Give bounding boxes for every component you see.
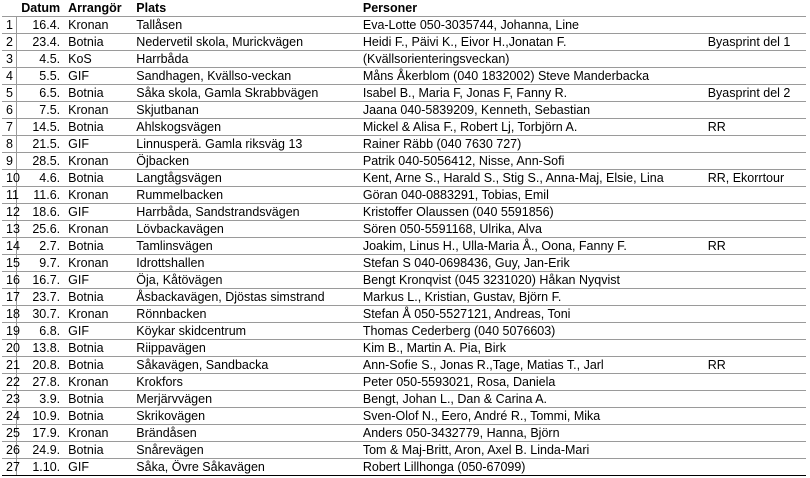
cell-personer: Robert Lillhonga (050-67099) — [361, 459, 706, 476]
row-number: 27 — [2, 459, 16, 476]
cell-arrangor: Botnia — [66, 289, 134, 306]
cell-arrangor: Kronan — [66, 153, 134, 170]
cell-plats: Brändåsen — [134, 425, 361, 442]
cell-note — [706, 391, 806, 408]
cell-datum: 28.5. — [16, 153, 66, 170]
row-number: 13 — [2, 221, 16, 238]
cell-plats: Harrbåda, Sandstrandsvägen — [134, 204, 361, 221]
row-number: 3 — [2, 51, 16, 68]
cell-datum: 16.7. — [16, 272, 66, 289]
cell-arrangor: Botnia — [66, 34, 134, 51]
cell-plats: Tamlinsvägen — [134, 238, 361, 255]
cell-arrangor: Botnia — [66, 442, 134, 459]
cell-note — [706, 68, 806, 85]
cell-plats: Rönnbacken — [134, 306, 361, 323]
cell-personer: Eva-Lotte 050-3035744, Johanna, Line — [361, 17, 706, 34]
row-number: 16 — [2, 272, 16, 289]
cell-personer: Kent, Arne S., Harald S., Stig S., Anna-Maj, Elsie, Lina — [361, 170, 706, 187]
row-number: 9 — [2, 153, 16, 170]
header-plats: Plats — [134, 0, 361, 17]
cell-note: RR — [706, 357, 806, 374]
table-row — [2, 391, 806, 408]
row-number: 7 — [2, 119, 16, 136]
table-row — [2, 102, 806, 119]
cell-plats: Idrottshallen — [134, 255, 361, 272]
cell-plats: Merjärvvägen — [134, 391, 361, 408]
cell-plats: Såka, Övre Såkavägen — [134, 459, 361, 476]
cell-plats: Rummelbacken — [134, 187, 361, 204]
row-number: 2 — [2, 34, 16, 51]
cell-note — [706, 204, 806, 221]
cell-plats: Öja, Kåtövägen — [134, 272, 361, 289]
row-number: 15 — [2, 255, 16, 272]
table-row — [2, 272, 806, 289]
cell-arrangor: GIF — [66, 459, 134, 476]
cell-arrangor: Kronan — [66, 425, 134, 442]
schedule-sheet — [2, 0, 806, 476]
table-row — [2, 170, 806, 187]
cell-arrangor: Botnia — [66, 85, 134, 102]
header-nr — [2, 0, 16, 17]
row-number: 24 — [2, 408, 16, 425]
cell-personer: Sören 050-5591168, Ulrika, Alva — [361, 221, 706, 238]
cell-personer: Sven-Olof N., Eero, André R., Tommi, Mika — [361, 408, 706, 425]
row-number: 1 — [2, 17, 16, 34]
row-number: 11 — [2, 187, 16, 204]
cell-note — [706, 306, 806, 323]
cell-personer: Rainer Räbb (040 7630 727) — [361, 136, 706, 153]
row-number: 12 — [2, 204, 16, 221]
table-row — [2, 187, 806, 204]
table-row — [2, 51, 806, 68]
table-row — [2, 85, 806, 102]
cell-plats: Langtågsvägen — [134, 170, 361, 187]
table-row — [2, 425, 806, 442]
cell-arrangor: GIF — [66, 68, 134, 85]
cell-arrangor: Kronan — [66, 17, 134, 34]
row-number: 17 — [2, 289, 16, 306]
cell-note — [706, 136, 806, 153]
table-row — [2, 221, 806, 238]
table-row — [2, 408, 806, 425]
cell-datum: 6.8. — [16, 323, 66, 340]
cell-personer: Kim B., Martin A. Pia, Birk — [361, 340, 706, 357]
table-row — [2, 459, 806, 476]
row-number: 6 — [2, 102, 16, 119]
cell-personer: Markus L., Kristian, Gustav, Björn F. — [361, 289, 706, 306]
cell-personer: Bengt, Johan L., Dan & Carina A. — [361, 391, 706, 408]
cell-plats: Öjbacken — [134, 153, 361, 170]
cell-note: RR — [706, 238, 806, 255]
cell-arrangor: GIF — [66, 204, 134, 221]
cell-arrangor: Kronan — [66, 102, 134, 119]
cell-personer: Stefan Å 050-5527121, Andreas, Toni — [361, 306, 706, 323]
cell-datum: 30.7. — [16, 306, 66, 323]
cell-note: RR, Ekorrtour — [706, 170, 806, 187]
row-number: 8 — [2, 136, 16, 153]
table-row — [2, 17, 806, 34]
cell-datum: 14.5. — [16, 119, 66, 136]
table-row — [2, 374, 806, 391]
header-row — [2, 0, 806, 17]
cell-datum: 23.4. — [16, 34, 66, 51]
cell-note — [706, 442, 806, 459]
schedule-table — [2, 0, 806, 476]
header-datum: Datum — [16, 0, 66, 17]
cell-note — [706, 425, 806, 442]
cell-plats: Köykar skidcentrum — [134, 323, 361, 340]
cell-note — [706, 323, 806, 340]
row-number: 10 — [2, 170, 16, 187]
cell-personer: (Kvällsorienteringsveckan) — [361, 51, 706, 68]
cell-plats: Krokfors — [134, 374, 361, 391]
cell-datum: 4.6. — [16, 170, 66, 187]
table-row — [2, 68, 806, 85]
cell-note — [706, 51, 806, 68]
cell-datum: 5.5. — [16, 68, 66, 85]
cell-datum: 25.6. — [16, 221, 66, 238]
cell-personer: Ann-Sofie S., Jonas R.,Tage, Matias T., Jarl — [361, 357, 706, 374]
header-personer: Personer — [361, 0, 706, 17]
table-row — [2, 34, 806, 51]
cell-plats: Lövbackavägen — [134, 221, 361, 238]
row-number: 22 — [2, 374, 16, 391]
cell-arrangor: KoS — [66, 51, 134, 68]
cell-plats: Såka skola, Gamla Skrabbvägen — [134, 85, 361, 102]
cell-personer: Bengt Kronqvist (045 3231020) Håkan Nyqvist — [361, 272, 706, 289]
row-number: 26 — [2, 442, 16, 459]
table-row — [2, 340, 806, 357]
cell-plats: Sandhagen, Kvällso-veckan — [134, 68, 361, 85]
cell-datum: 20.8. — [16, 357, 66, 374]
cell-personer: Joakim, Linus H., Ulla-Maria Å., Oona, Fanny F. — [361, 238, 706, 255]
cell-personer: Anders 050-3432779, Hanna, Björn — [361, 425, 706, 442]
cell-arrangor: Botnia — [66, 170, 134, 187]
cell-datum: 21.5. — [16, 136, 66, 153]
table-row — [2, 238, 806, 255]
cell-arrangor: Kronan — [66, 374, 134, 391]
cell-datum: 2.7. — [16, 238, 66, 255]
table-row — [2, 442, 806, 459]
cell-personer: Stefan S 040-0698436, Guy, Jan-Erik — [361, 255, 706, 272]
header-arrangor: Arrangör — [66, 0, 134, 17]
cell-personer: Kristoffer Olaussen (040 5591856) — [361, 204, 706, 221]
cell-datum: 6.5. — [16, 85, 66, 102]
cell-arrangor: Botnia — [66, 340, 134, 357]
cell-arrangor: Kronan — [66, 255, 134, 272]
cell-personer: Jaana 040-5839209, Kenneth, Sebastian — [361, 102, 706, 119]
row-number: 5 — [2, 85, 16, 102]
cell-plats: Skjutbanan — [134, 102, 361, 119]
cell-datum: 27.8. — [16, 374, 66, 391]
cell-note — [706, 289, 806, 306]
table-row — [2, 204, 806, 221]
row-number: 21 — [2, 357, 16, 374]
cell-arrangor: Botnia — [66, 238, 134, 255]
cell-plats: Åsbackavägen, Djöstas simstrand — [134, 289, 361, 306]
cell-datum: 7.5. — [16, 102, 66, 119]
cell-datum: 11.6. — [16, 187, 66, 204]
cell-plats: Riippavägen — [134, 340, 361, 357]
cell-arrangor: Kronan — [66, 306, 134, 323]
cell-personer: Mickel & Alisa F., Robert Lj, Torbjörn A. — [361, 119, 706, 136]
row-number: 25 — [2, 425, 16, 442]
cell-plats: Linnusperä. Gamla riksväg 13 — [134, 136, 361, 153]
cell-note — [706, 340, 806, 357]
cell-arrangor: GIF — [66, 272, 134, 289]
cell-plats: Nedervetil skola, Murickvägen — [134, 34, 361, 51]
cell-arrangor: Botnia — [66, 408, 134, 425]
cell-personer: Tom & Maj-Britt, Aron, Axel B. Linda-Mari — [361, 442, 706, 459]
cell-note — [706, 459, 806, 476]
cell-personer: Måns Åkerblom (040 1832002) Steve Manderbacka — [361, 68, 706, 85]
cell-note — [706, 102, 806, 119]
table-row — [2, 255, 806, 272]
cell-arrangor: Kronan — [66, 221, 134, 238]
cell-plats: Harrbåda — [134, 51, 361, 68]
row-number: 20 — [2, 340, 16, 357]
table-row — [2, 119, 806, 136]
cell-datum: 13.8. — [16, 340, 66, 357]
cell-note — [706, 153, 806, 170]
cell-personer: Thomas Cederberg (040 5076603) — [361, 323, 706, 340]
cell-plats: Snårevägen — [134, 442, 361, 459]
cell-plats: Ahlskogsvägen — [134, 119, 361, 136]
cell-plats: Såkavägen, Sandbacka — [134, 357, 361, 374]
cell-datum: 24.9. — [16, 442, 66, 459]
cell-personer: Göran 040-0883291, Tobias, Emil — [361, 187, 706, 204]
row-number: 18 — [2, 306, 16, 323]
cell-personer: Patrik 040-5056412, Nisse, Ann-Sofi — [361, 153, 706, 170]
cell-personer: Peter 050-5593021, Rosa, Daniela — [361, 374, 706, 391]
row-number: 14 — [2, 238, 16, 255]
cell-note — [706, 187, 806, 204]
cell-arrangor: Botnia — [66, 391, 134, 408]
cell-note — [706, 408, 806, 425]
header-note — [706, 0, 806, 17]
cell-note: Byasprint del 2 — [706, 85, 806, 102]
cell-note — [706, 17, 806, 34]
row-number: 19 — [2, 323, 16, 340]
cell-personer: Isabel B., Maria F, Jonas F, Fanny R. — [361, 85, 706, 102]
table-row — [2, 289, 806, 306]
cell-datum: 18.6. — [16, 204, 66, 221]
cell-personer: Heidi F., Päivi K., Eivor H.,Jonatan F. — [361, 34, 706, 51]
row-number: 4 — [2, 68, 16, 85]
table-row — [2, 153, 806, 170]
cell-datum: 10.9. — [16, 408, 66, 425]
cell-arrangor: GIF — [66, 136, 134, 153]
cell-note — [706, 374, 806, 391]
row-number: 23 — [2, 391, 16, 408]
cell-note: RR — [706, 119, 806, 136]
cell-datum: 23.7. — [16, 289, 66, 306]
cell-arrangor: GIF — [66, 323, 134, 340]
cell-datum: 3.9. — [16, 391, 66, 408]
cell-note — [706, 272, 806, 289]
table-row — [2, 357, 806, 374]
cell-arrangor: Kronan — [66, 187, 134, 204]
cell-datum: 17.9. — [16, 425, 66, 442]
cell-datum: 16.4. — [16, 17, 66, 34]
cell-arrangor: Botnia — [66, 357, 134, 374]
cell-note — [706, 255, 806, 272]
cell-arrangor: Botnia — [66, 119, 134, 136]
table-row — [2, 306, 806, 323]
cell-datum: 9.7. — [16, 255, 66, 272]
cell-datum: 4.5. — [16, 51, 66, 68]
cell-plats: Skrikovägen — [134, 408, 361, 425]
table-row — [2, 323, 806, 340]
cell-note — [706, 221, 806, 238]
table-row — [2, 136, 806, 153]
cell-plats: Tallåsen — [134, 17, 361, 34]
cell-note: Byasprint del 1 — [706, 34, 806, 51]
cell-datum: 1.10. — [16, 459, 66, 476]
